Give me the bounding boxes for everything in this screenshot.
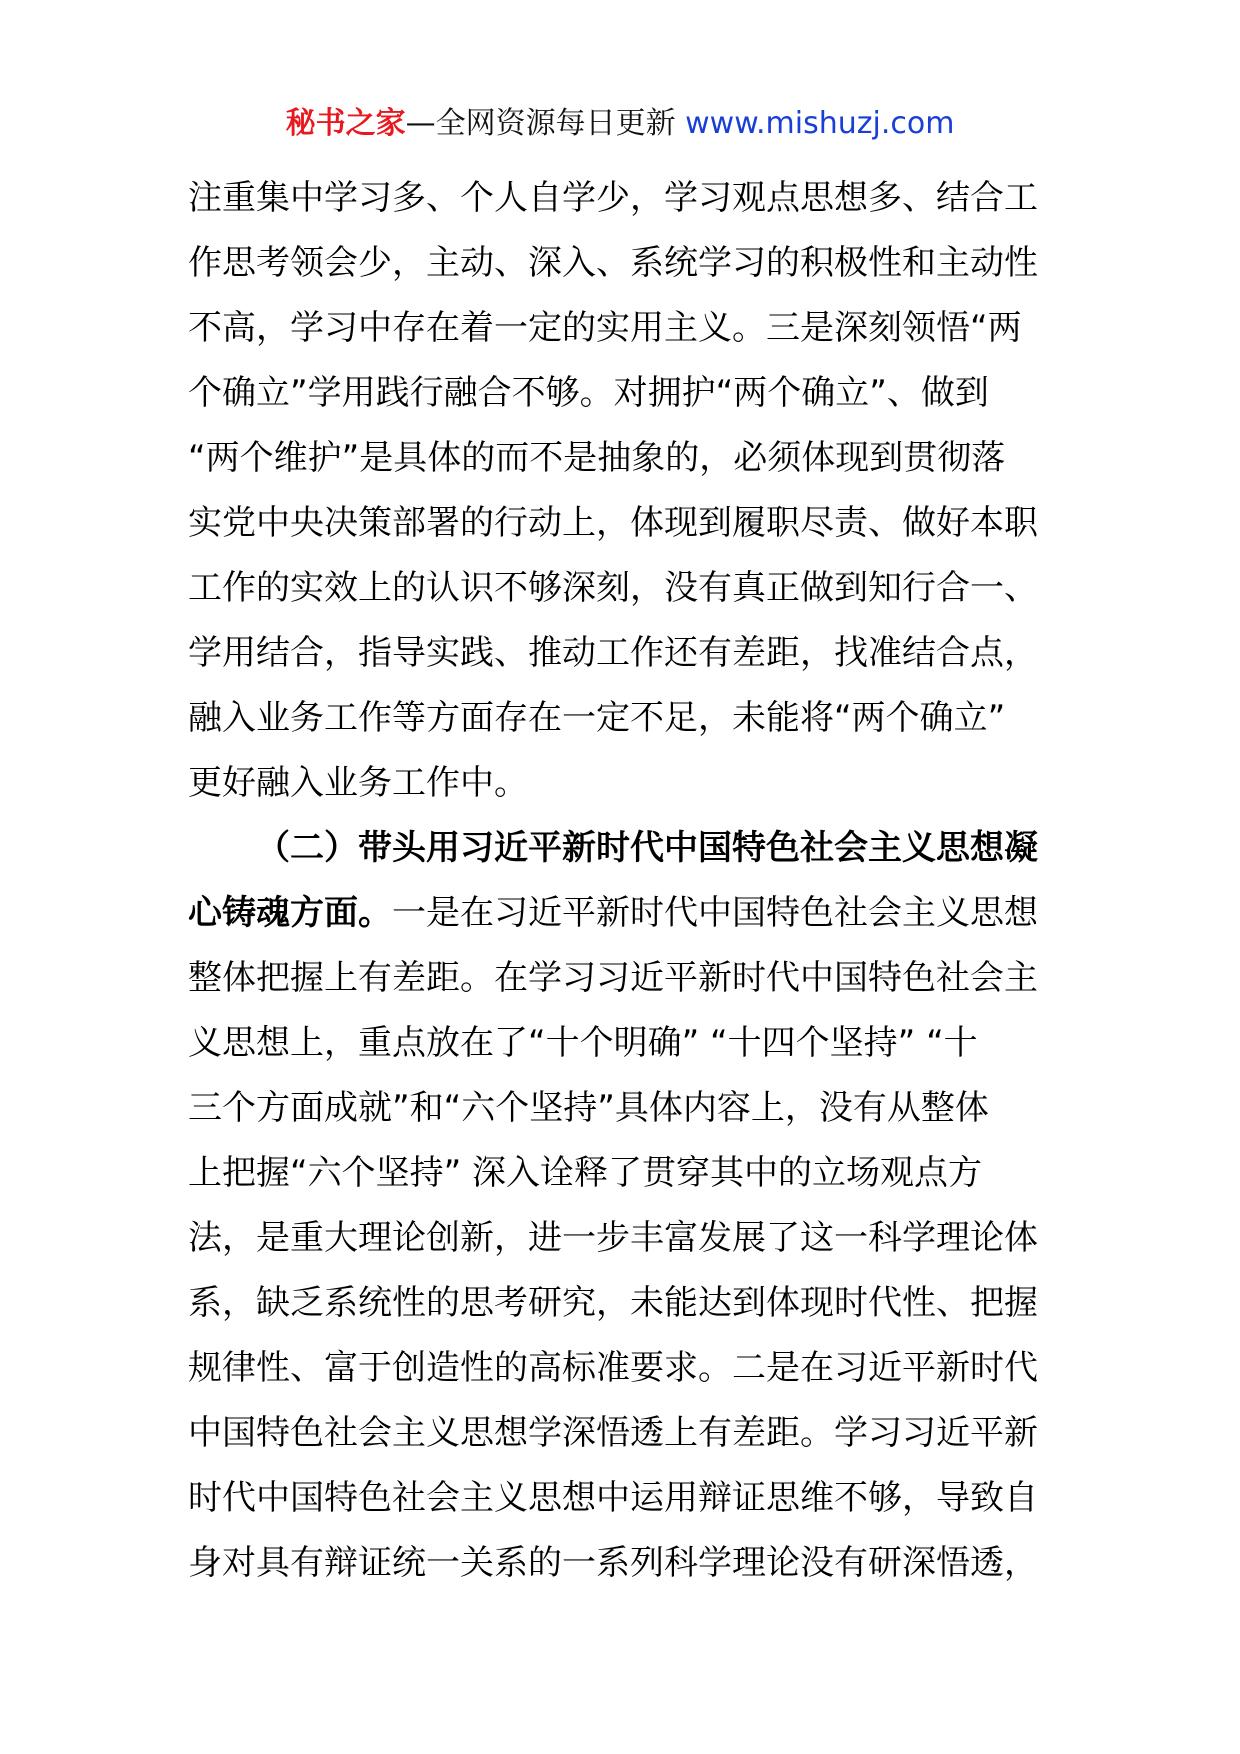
body-line: 规律性、富于创造性的高标准要求。二是在习近平新时代 [188, 1348, 1038, 1388]
body-line: 工作的实效上的认识不够深刻，没有真正做到知行合一、 [188, 568, 1038, 608]
page-header [0, 104, 1240, 144]
header-brand: 秘书之家 [285, 106, 406, 141]
body-line: 上把握“六个坚持” 深入诠释了贯穿其中的立场观点方 [188, 1153, 983, 1193]
body-line: 融入业务工作等方面存在一定不足，未能将“两个确立” [188, 698, 1006, 738]
header-url[interactable]: www.mishuzj.com [685, 106, 955, 141]
header-tagline: —全网资源每日更新 [405, 106, 686, 141]
body-line: 三个方面成就”和“六个坚持”具体内容上，没有从整体 [188, 1088, 989, 1128]
body-line: 个确立”学用践行融合不够。对拥护“两个确立”、做到 [188, 373, 989, 413]
body-line: “两个维护”是具体的而不是抽象的，必须体现到贯彻落 [188, 438, 1006, 478]
body-line: 实党中央决策部署的行动上，体现到履职尽责、做好本职 [188, 503, 1038, 543]
section-heading-line2 [188, 881, 1058, 946]
document-body [188, 166, 1058, 1596]
body-line: 作思考领会少，主动、深入、系统学习的积极性和主动性 [188, 243, 1038, 283]
section-heading: （二）带头用习近平新时代中国特色社会主义思想凝 [256, 828, 1038, 868]
body-line: 注重集中学习多、个人自学少，学习观点思想多、结合工 [188, 178, 1038, 218]
body-line: 时代中国特色社会主义思想中运用辩证思维不够，导致自 [188, 1478, 1038, 1518]
body-line: 不高，学习中存在着一定的实用主义。三是深刻领悟“两 [188, 308, 1022, 348]
body-line: 更好融入业务工作中。 [188, 763, 528, 803]
body-line: 中国特色社会主义思想学深悟透上有差距。学习习近平新 [188, 1413, 1038, 1453]
body-line: 义思想上，重点放在了“十个明确” “十四个坚持” “十 [188, 1023, 978, 1063]
section-text-start: 一是在习近平新时代中国特色社会主义思想 [392, 893, 1038, 933]
body-line: 法，是重大理论创新，进一步丰富发展了这一科学理论体 [188, 1218, 1038, 1258]
body-line: 学用结合，指导实践、推动工作还有差距，找准结合点， [188, 633, 1038, 673]
body-line: 身对具有辩证统一关系的一系列科学理论没有研深悟透， [188, 1543, 1038, 1583]
body-line: 整体把握上有差距。在学习习近平新时代中国特色社会主 [188, 958, 1038, 998]
section-heading-end: 心铸魂方面。 [188, 893, 392, 933]
body-line: 系，缺乏系统性的思考研究，未能达到体现时代性、把握 [188, 1283, 1038, 1323]
